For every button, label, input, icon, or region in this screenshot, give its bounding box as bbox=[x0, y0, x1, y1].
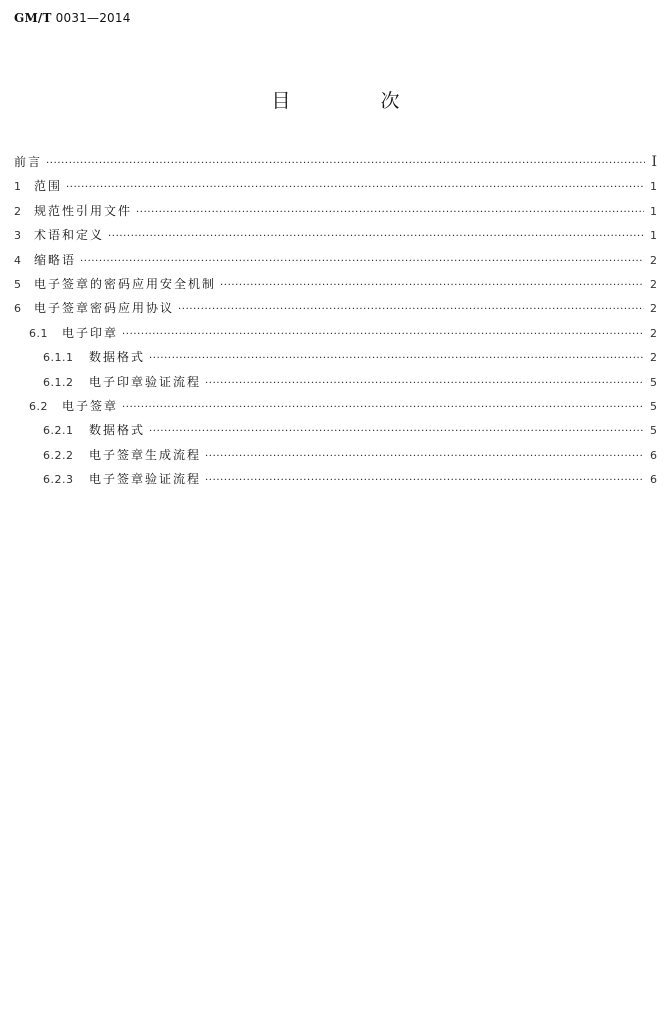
toc-entry-title: 数据格式 bbox=[89, 423, 146, 438]
toc-entry-page-number: 6 bbox=[650, 448, 657, 462]
toc-entry[interactable] bbox=[14, 420, 657, 444]
toc-entry-number: 6.2.2 bbox=[43, 448, 74, 462]
dot-leader bbox=[178, 300, 644, 320]
toc-entry-page-number: 2 bbox=[650, 277, 657, 291]
toc-entry-title: 电子签章验证流程 bbox=[89, 472, 202, 487]
toc-entry-title: 电子印章验证流程 bbox=[89, 374, 202, 389]
toc-entry-number: 3 bbox=[14, 229, 22, 243]
table-of-contents bbox=[14, 152, 657, 493]
toc-entry[interactable] bbox=[14, 152, 657, 176]
toc-entry-page-number: 1 bbox=[650, 180, 657, 194]
toc-entry-title: 电子印章 bbox=[62, 325, 119, 340]
toc-entry-page-number: 1 bbox=[650, 229, 657, 243]
toc-entry-page-number: 6 bbox=[650, 473, 657, 487]
toc-entry[interactable] bbox=[14, 372, 657, 396]
dot-leader bbox=[122, 398, 644, 418]
toc-entry-number: 2 bbox=[14, 204, 22, 218]
toc-entry-title: 范围 bbox=[34, 179, 63, 194]
toc-entry-number: 6 bbox=[14, 302, 22, 316]
dot-leader bbox=[149, 349, 644, 369]
toc-entry[interactable] bbox=[14, 396, 657, 420]
dot-leader bbox=[149, 422, 644, 442]
document-code-header bbox=[14, 11, 131, 25]
toc-entry-number: 6.1 bbox=[29, 326, 48, 340]
toc-entry-number: 6.1.1 bbox=[43, 351, 74, 365]
toc-entry-page-number: 5 bbox=[650, 424, 657, 438]
dot-leader bbox=[220, 276, 644, 296]
toc-entry-page-number: 5 bbox=[650, 375, 657, 389]
dot-leader bbox=[122, 325, 644, 345]
toc-entry-title: 电子签章的密码应用安全机制 bbox=[34, 276, 217, 291]
toc-entry[interactable] bbox=[14, 176, 657, 200]
toc-entry-title: 术语和定义 bbox=[34, 228, 105, 243]
toc-entry-title: 前言 bbox=[14, 155, 43, 169]
standard-number: 0031—2014 bbox=[55, 11, 131, 25]
toc-entry-title: 规范性引用文件 bbox=[34, 203, 133, 218]
toc-entry-number: 1 bbox=[14, 180, 22, 194]
dot-leader bbox=[205, 471, 644, 491]
dot-leader bbox=[108, 227, 644, 247]
toc-entry-page-number: 2 bbox=[650, 351, 657, 365]
toc-entry-number: 6.2.3 bbox=[43, 473, 74, 487]
toc-entry[interactable] bbox=[14, 323, 657, 347]
toc-entry-title: 电子签章生成流程 bbox=[89, 447, 202, 462]
toc-entry-number: 5 bbox=[14, 277, 22, 291]
dot-leader bbox=[136, 203, 644, 223]
toc-entry[interactable] bbox=[14, 225, 657, 249]
toc-entry[interactable] bbox=[14, 201, 657, 225]
toc-entry[interactable] bbox=[14, 298, 657, 322]
dot-leader bbox=[205, 447, 644, 467]
page-title: 目 次 bbox=[271, 90, 442, 112]
dot-leader bbox=[80, 252, 644, 272]
toc-entry-title: 电子签章 bbox=[62, 398, 119, 413]
toc-entry-number: 6.2.1 bbox=[43, 424, 74, 438]
toc-entry[interactable] bbox=[14, 274, 657, 298]
toc-entry-number: 6.1.2 bbox=[43, 375, 74, 389]
toc-entry-page-number: 2 bbox=[650, 253, 657, 267]
toc-entry-page-number: 2 bbox=[650, 302, 657, 316]
toc-entry-number: 4 bbox=[14, 253, 22, 267]
toc-entry-title: 缩略语 bbox=[34, 252, 77, 267]
toc-entry-title: 数据格式 bbox=[89, 350, 146, 365]
toc-entry[interactable] bbox=[14, 347, 657, 371]
dot-leader bbox=[46, 154, 645, 174]
dot-leader bbox=[205, 374, 644, 394]
toc-entry-page-number: 5 bbox=[650, 399, 657, 413]
toc-entry[interactable] bbox=[14, 445, 657, 469]
toc-entry-page-number: 1 bbox=[650, 204, 657, 218]
dot-leader bbox=[66, 178, 644, 198]
toc-entry[interactable] bbox=[14, 469, 657, 493]
toc-entry[interactable] bbox=[14, 250, 657, 274]
toc-entry-page-number: I bbox=[651, 154, 657, 170]
standard-prefix: GM/T bbox=[14, 11, 52, 25]
toc-entry-title: 电子签章密码应用协议 bbox=[34, 301, 175, 316]
toc-entry-number: 6.2 bbox=[29, 399, 48, 413]
toc-entry-page-number: 2 bbox=[650, 326, 657, 340]
